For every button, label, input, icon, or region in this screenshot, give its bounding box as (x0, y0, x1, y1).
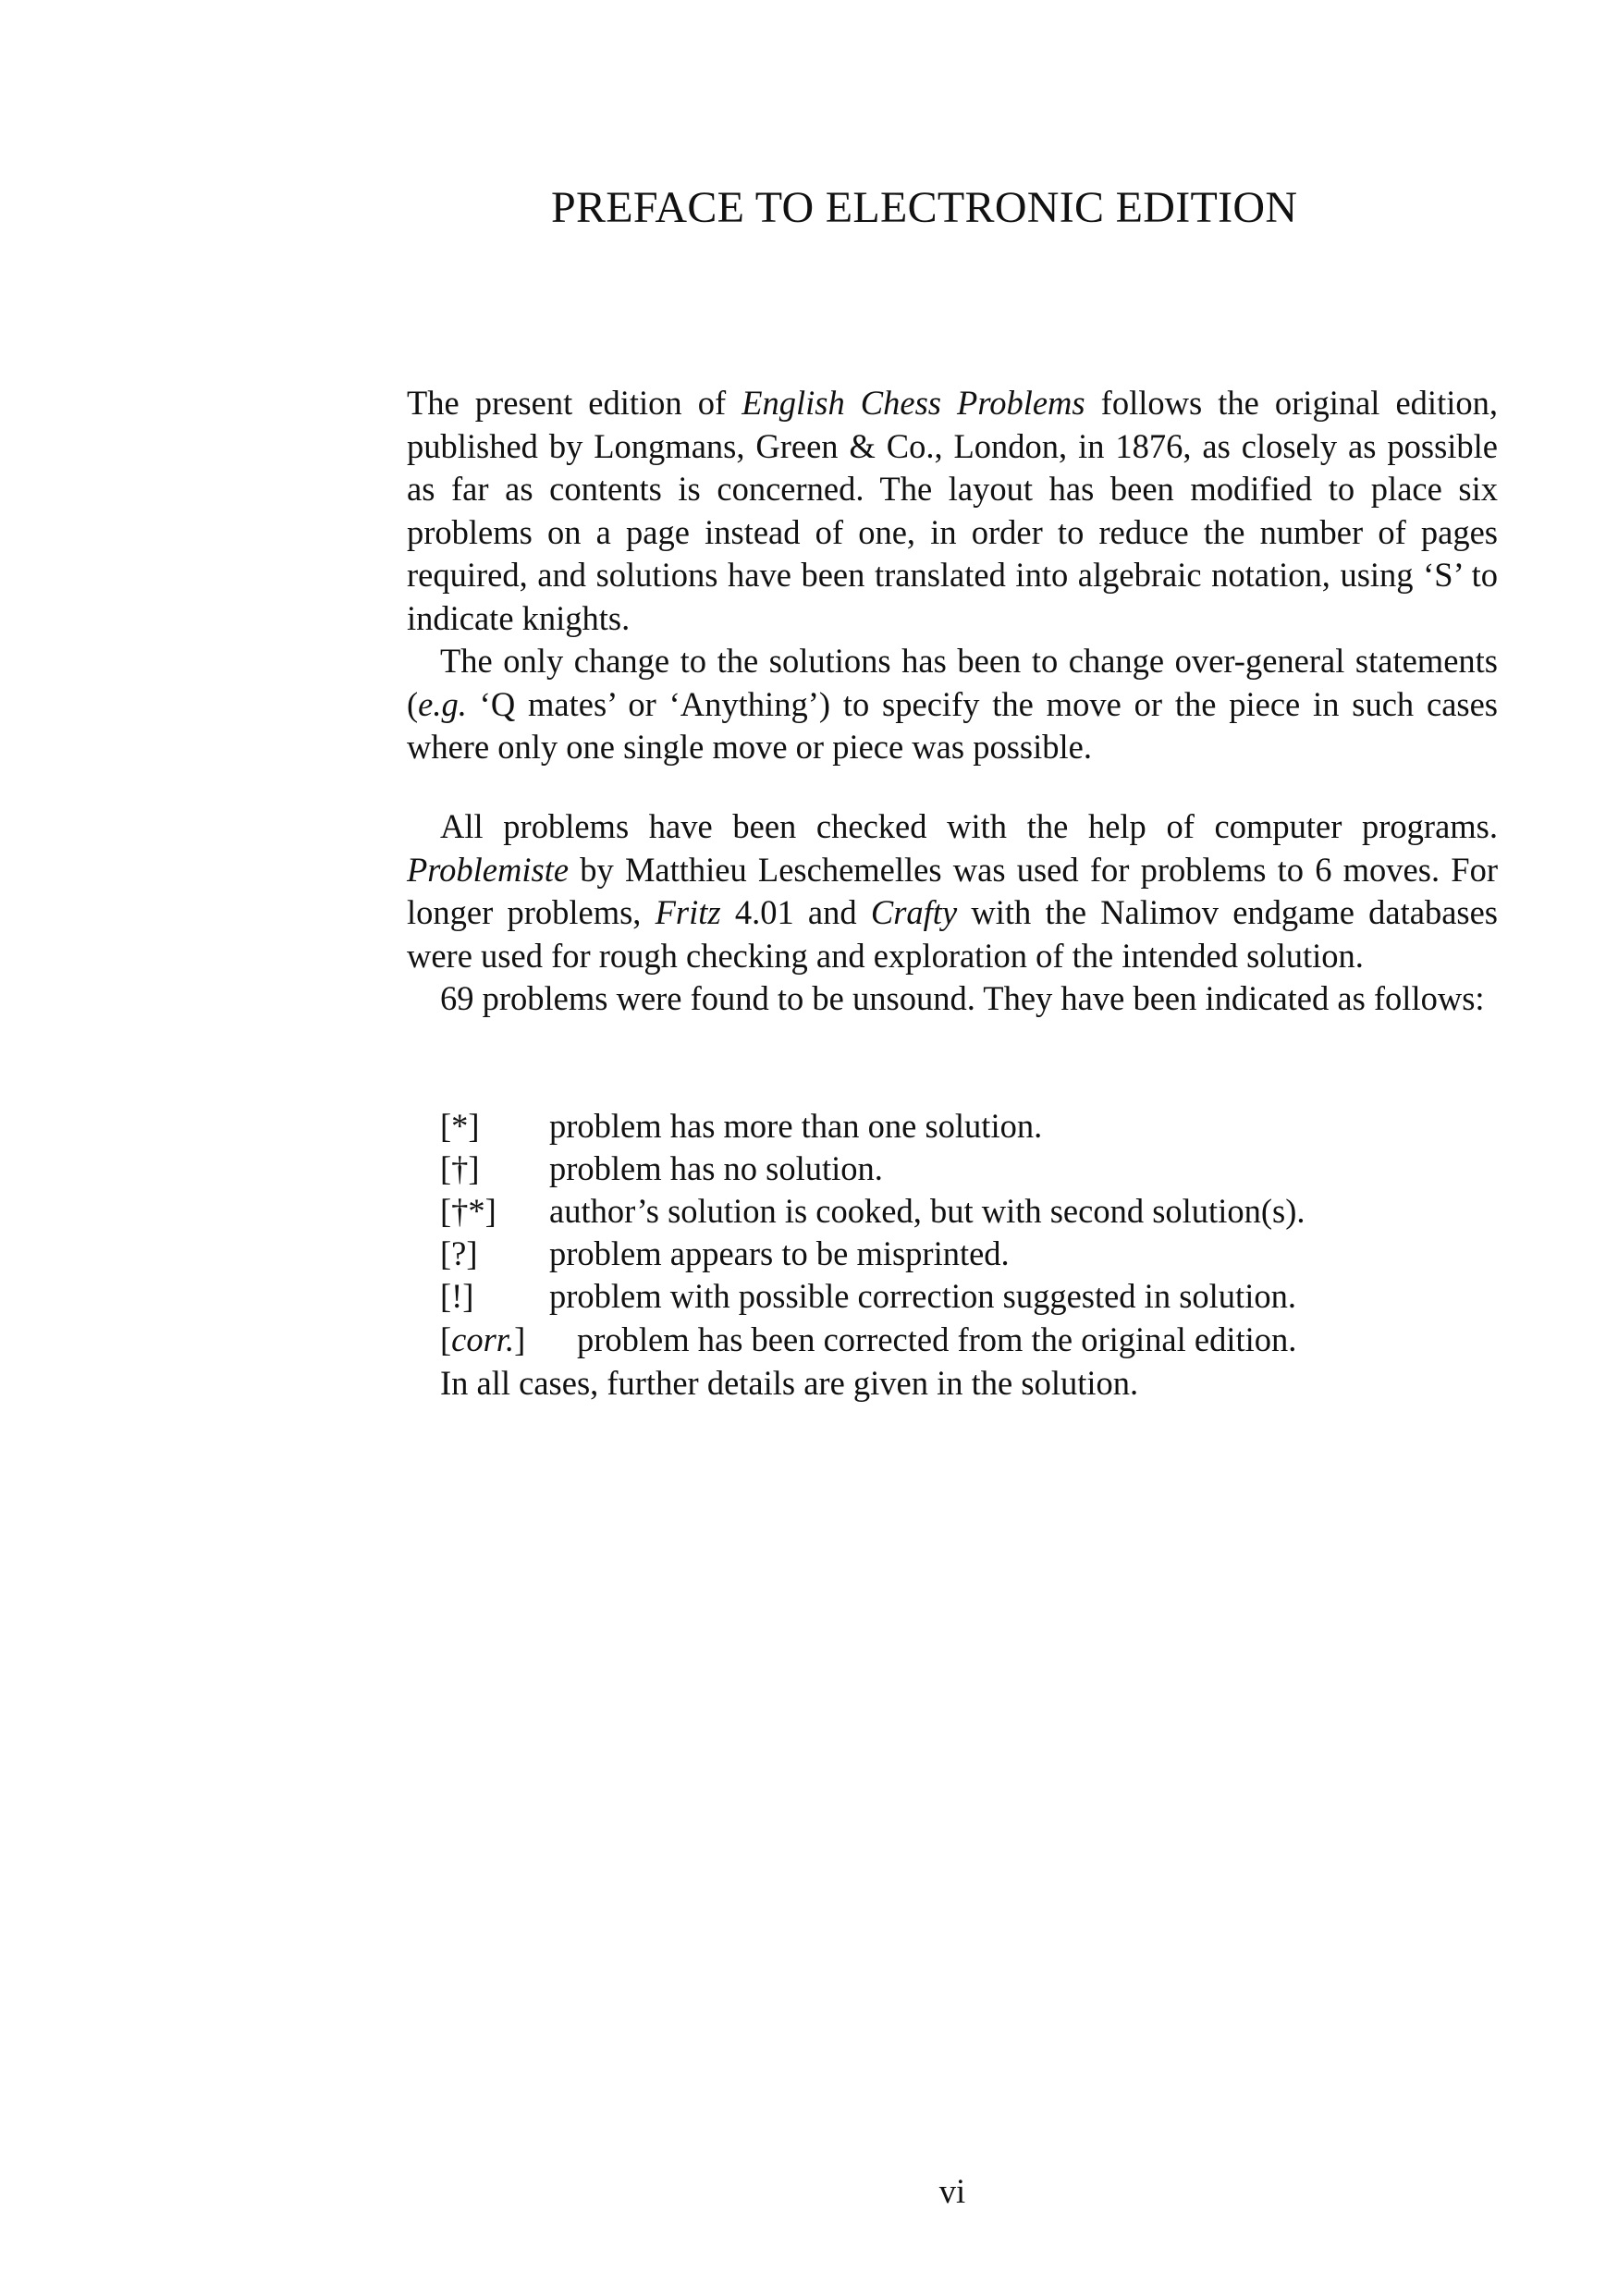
page-title: PREFACE TO ELECTRONIC EDITION (551, 183, 1298, 232)
book-title: English Chess Problems (742, 384, 1085, 422)
legend-description: problem appears to be misprinted. (549, 1234, 1010, 1272)
legend-description: author’s solution is cooked, but with second solution(s). (549, 1192, 1305, 1230)
paragraph-unsound-count: 69 problems were found to be unsound. They have been indicated as follows: (440, 979, 1485, 1017)
abbreviation-eg: e.g. (418, 684, 467, 723)
legend-description: problem has no solution. (549, 1149, 883, 1187)
legend-description: problem with possible correction suggested in solution. (549, 1277, 1296, 1315)
legend-mark: [?] (440, 1234, 478, 1272)
legend-mark: [*] (440, 1107, 480, 1145)
legend-mark: [!] (440, 1277, 474, 1315)
closing-note: In all cases, further details are given in the solution. (440, 1364, 1139, 1402)
legend-description: problem has more than one solution. (549, 1107, 1043, 1145)
paragraph-group-editions (407, 382, 1498, 769)
legend-mark: [†*] (440, 1192, 496, 1230)
program-name: Problemiste (407, 850, 570, 889)
program-name: Crafty (870, 893, 958, 931)
paragraph-solution-changes: The only change to the solutions has been to change over-general statements (e.g. ‘Q mates’ or ‘Anything’) to specify the move or the piece in such cases where only one single move or piece was possible. (407, 642, 1498, 766)
paragraph-group-checking (407, 805, 1498, 1021)
paragraph-computer-checking: All problems have been checked with the help of computer programs. Problemiste by Matthieu Leschemelles was used for problems to 6 moves. For longer problems, Fritz 4.01 and Crafty with the Nalimov endgame databases were used for rough checking and exploration of the intended solution. (407, 807, 1499, 975)
program-name: Fritz (655, 893, 721, 931)
page-number: vi (938, 2172, 966, 2210)
legend-mark: [corr.] (440, 1320, 526, 1358)
legend-description: problem has been corrected from the original edition. (577, 1320, 1297, 1358)
legend-mark: [†] (440, 1149, 480, 1187)
paragraph-edition-notes: The present edition of English Chess Problems follows the original edition, published by Longmans, Green & Co., London, in 1876, as closely as possible as far as contents is concerned. The layout has been modified to place six problems on a page instead of one, in order to reduce the number of pages required, and solutions have been translated into algebraic notation, using ‘S’ to indicate knights. (407, 384, 1498, 637)
